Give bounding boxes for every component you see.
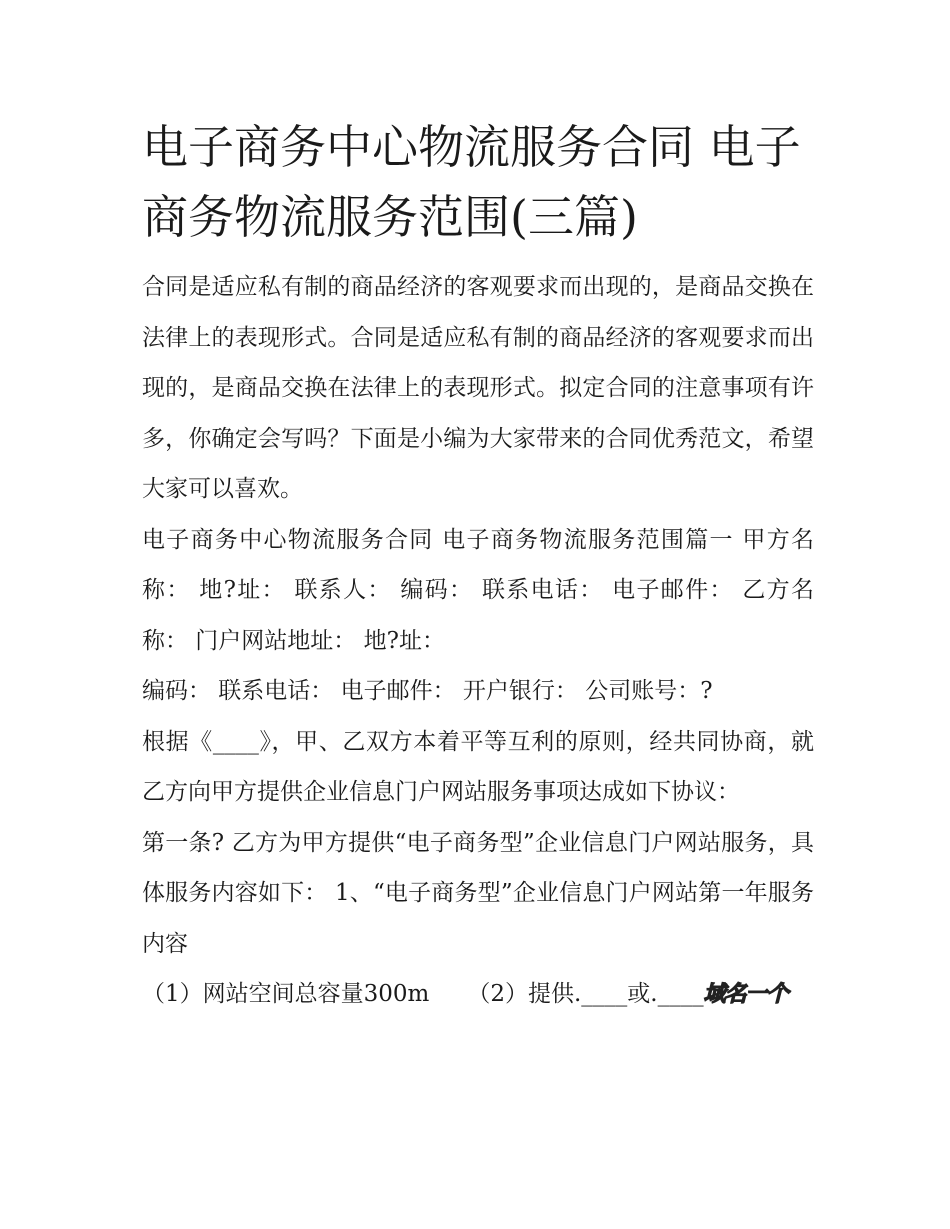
intro-paragraph: 合同是适应私有制的商品经济的客观要求而出现的，是商品交换在法律上的表现形式。合同是适应私有制的商品经济的客观要求而出现的，是商品交换在法律上的表现形式。拟定合同的注意事项有许多，你确定会写吗？下面是小编为大家带来的合同优秀范文，希望大家可以喜欢。 xyxy=(142,274,814,502)
watermark-text: 域名一个 xyxy=(703,981,788,1007)
party-info-paragraph: 电子商务中心物流服务合同 电子商务物流服务范围篇一 甲方名称： 地?址： 联系人： 编码： 联系电话： 电子邮件： 乙方名称： 门户网站地址： 地?址： xyxy=(142,526,814,654)
service-item-2: （2）提供.____或.____ xyxy=(467,981,704,1007)
article-one-paragraph: 第一条? 乙方为甲方提供“电子商务型”企业信息门户网站服务，具体服务内容如下： 1、“电子商务型”企业信息门户网站第一年服务内容 xyxy=(142,829,814,957)
service-items-line xyxy=(142,969,814,1020)
agreement-basis-paragraph: 根据《____》，甲、乙双方本着平等互利的原则，经共同协商，就乙方向甲方提供企业信息门户网站服务事项达成如下协议： xyxy=(142,728,814,805)
bank-info-paragraph: 编码： 联系电话： 电子邮件： 开户银行： 公司账号：? xyxy=(142,678,713,704)
service-item-1: （1）网站空间总容量300m xyxy=(142,981,430,1007)
document-page xyxy=(142,112,814,1020)
document-title: 电子商务中心物流服务合同 电子商务物流服务范围(三篇) xyxy=(142,120,801,244)
